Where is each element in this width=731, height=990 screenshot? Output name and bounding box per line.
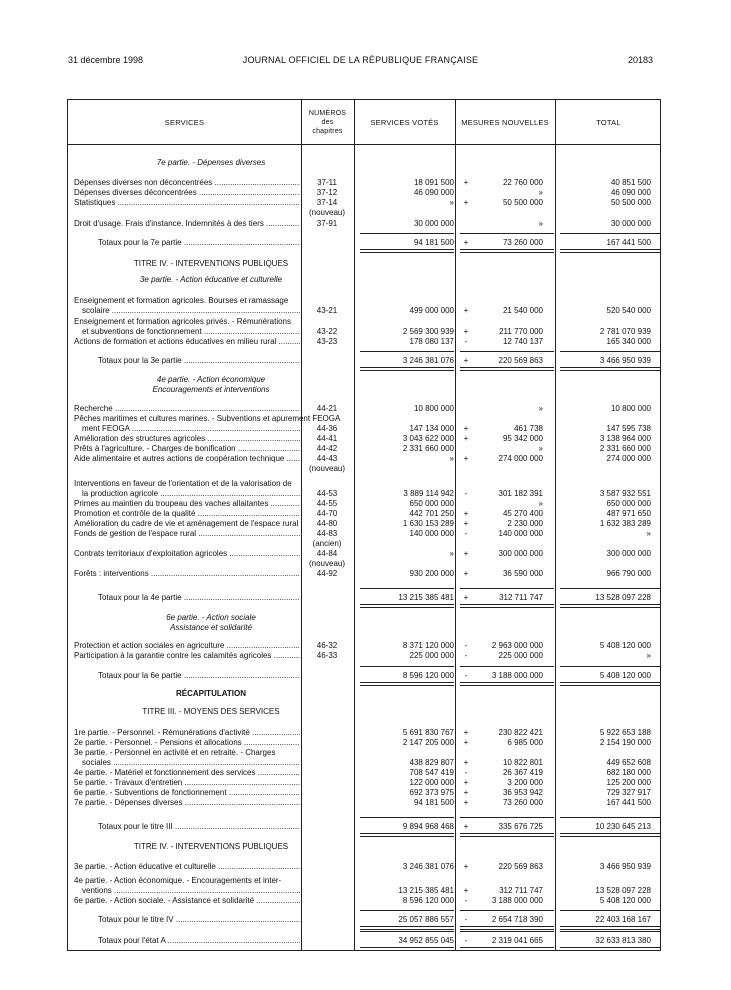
mesures-nouvelles-value: 10 822 801 <box>502 758 543 767</box>
total-value: 13 528 097 228 <box>595 886 651 895</box>
services-votes-value: 122 000 000 <box>409 778 454 787</box>
services-votes-value: 9 894 968 468 <box>402 822 454 831</box>
total-value: 50 500 000 <box>610 198 651 207</box>
section-heading-label: 4e partie. - Action économique <box>156 375 266 384</box>
total-value: 3 138 964 000 <box>599 434 651 443</box>
chapter-number: (nouveau) <box>308 559 346 568</box>
total-rule <box>560 817 660 818</box>
mesures-nouvelles-value: 225 000 000 <box>498 651 543 660</box>
mesures-sign: - <box>464 915 468 924</box>
service-label: ventions ..... <box>82 886 300 896</box>
total-rule <box>560 249 660 253</box>
total-rule <box>360 817 454 818</box>
service-label: 5e partie. - Travaux d'entretien ..... <box>74 778 300 788</box>
chapter-number: 44-83 <box>316 529 338 538</box>
service-label: Prêts à l'agriculture. - Charges de bonification ..... <box>74 444 300 454</box>
mesures-sign: - <box>464 651 468 660</box>
total-label: Totaux pour la 6e partie ..... <box>98 671 300 681</box>
header-rule <box>68 144 660 145</box>
mesures-nouvelles-value: 274 000 000 <box>498 454 543 463</box>
chapter-number: 44-41 <box>316 434 338 443</box>
mesures-sign: - <box>464 936 468 945</box>
services-votes-value: 94 181 500 <box>413 798 454 807</box>
mesures-nouvelles-value: 220 569 863 <box>498 356 543 365</box>
chapter-number: 44-53 <box>316 489 338 498</box>
total-rule <box>360 910 454 911</box>
service-label: Fonds de gestion de l'espace rural ..... <box>74 529 300 539</box>
total-rule <box>560 682 660 686</box>
chapter-number: 44-21 <box>316 404 338 413</box>
mesures-nouvelles-value: 45 270 400 <box>502 509 543 518</box>
mesures-nouvelles-value: 22 760 000 <box>502 178 543 187</box>
service-label: Participation à la garantie contre les calamités agricoles ..... <box>74 651 300 661</box>
total-value: 125 200 000 <box>606 778 651 787</box>
mesures-nouvelles-value: » <box>538 499 543 508</box>
col-header-services-votes: SERVICES VOTÉS <box>370 117 439 127</box>
mesures-sign: + <box>463 238 469 247</box>
journal-title: JOURNAL OFFICIEL DE LA RÉPUBLIQUE FRANÇAISE <box>242 55 479 65</box>
mesures-nouvelles-value: 335 676 725 <box>498 822 543 831</box>
mesures-nouvelles-value: 26 367 419 <box>502 768 543 777</box>
services-votes-value: 10 800 000 <box>413 404 454 413</box>
mesures-nouvelles-value: 2 230 000 <box>507 519 543 528</box>
section-heading-label: 6e partie. - Action sociale <box>166 613 256 622</box>
mesures-nouvelles-value: 2 654 718 390 <box>491 915 543 924</box>
services-votes-value: 46 090 000 <box>413 188 454 197</box>
service-label: Enseignement et formation agricoles privés. - Rémunérations <box>74 317 291 326</box>
total-rule <box>460 910 554 911</box>
mesures-sign: + <box>463 569 469 578</box>
services-votes-value: 3 889 114 942 <box>403 489 454 498</box>
mesures-sign: - <box>464 768 468 777</box>
chapter-number: 44-43 <box>316 454 338 463</box>
services-votes-value: 225 000 000 <box>409 651 454 660</box>
mesures-nouvelles-value: 312 711 747 <box>499 886 543 895</box>
service-label: 3e partie. - Personnel en activité et en retraite. - Charges <box>74 748 276 757</box>
budget-table <box>67 99 661 951</box>
title-heading-label: TITRE III. - MOYENS DES SERVICES <box>142 707 280 716</box>
services-votes-value: 30 000 000 <box>413 219 454 228</box>
service-label: 1re partie. - Personnel. - Rémunérations d'activité ..... <box>74 728 300 738</box>
total-value: 30 000 000 <box>610 219 651 228</box>
mesures-sign: + <box>463 454 469 463</box>
total-value: 46 090 000 <box>610 188 651 197</box>
mesures-sign: + <box>463 356 469 365</box>
total-rule <box>360 666 454 667</box>
col-header-total: TOTAL <box>596 117 621 127</box>
service-label: 6e partie. - Subventions de fonctionnement ..... <box>74 788 300 798</box>
total-rule <box>460 931 554 932</box>
mesures-sign: + <box>463 424 469 433</box>
total-value: 13 528 097 228 <box>595 593 651 602</box>
total-rule <box>360 249 454 253</box>
mesures-sign: + <box>463 593 469 602</box>
services-votes-value: » <box>449 549 454 558</box>
chapter-number: 46-33 <box>316 651 338 660</box>
total-rule <box>460 682 554 686</box>
total-value: 5 408 120 000 <box>599 641 651 650</box>
total-rule <box>460 588 554 589</box>
mesures-nouvelles-value: » <box>538 404 543 413</box>
service-label: Amélioration du cadre de vie et aménagement de l'espace rural ..... <box>74 519 300 529</box>
mesures-sign: - <box>464 337 468 346</box>
total-rule <box>360 604 454 608</box>
total-value: 10 230 645 213 <box>595 822 651 831</box>
services-votes-value: 140 000 000 <box>409 529 454 538</box>
services-votes-value: 8 596 120 000 <box>402 896 454 905</box>
service-label: Actions de formation et actions éducatives en milieu rural ..... <box>74 337 300 347</box>
service-label: la production agricole ..... <box>82 489 300 499</box>
chapter-number: 43-23 <box>316 337 338 346</box>
recapitulation-label: RÉCAPITULATION <box>175 689 247 698</box>
page-header <box>68 55 653 69</box>
chapter-number: 37-11 <box>317 178 337 187</box>
mesures-sign: + <box>463 798 469 807</box>
total-value: » <box>646 651 651 660</box>
chapter-number: 44-84 <box>316 549 338 558</box>
service-label: 4e partie. - Action économique. - Encouragements et inter- <box>74 876 282 885</box>
chapter-number: 44-55 <box>316 499 338 508</box>
section-heading-label: 3e partie. - Action éducative et culturelle <box>139 275 282 284</box>
services-votes-value: 438 829 807 <box>409 758 454 767</box>
mesures-sign: - <box>464 529 468 538</box>
total-label: Totaux pour la 3e partie ..... <box>98 356 300 366</box>
mesures-nouvelles-value: » <box>538 219 543 228</box>
total-rule <box>560 910 660 911</box>
chapter-number: 37-14 <box>316 198 338 207</box>
service-label: Protection et action sociales en agriculture ..... <box>74 641 300 651</box>
service-label: scolaire ..... <box>82 306 300 316</box>
total-rule <box>460 604 554 608</box>
total-value: 5 922 653 188 <box>599 728 651 737</box>
services-votes-value: 2 569 300 939 <box>402 327 454 336</box>
total-value: 1 632 383 289 <box>599 519 651 528</box>
total-rule <box>560 666 660 667</box>
services-votes-value: 708 547 419 <box>409 768 454 777</box>
service-label: Primes au maintien du troupeau des vaches allaitantes ..... <box>74 499 300 509</box>
total-rule <box>560 351 660 352</box>
mesures-sign: + <box>463 178 469 187</box>
total-rule <box>360 947 454 951</box>
service-label: 2e partie. - Personnel. - Pensions et allocations ..... <box>74 738 300 748</box>
total-label: Totaux pour le titre III ..... <box>98 822 300 832</box>
mesures-sign: + <box>463 306 469 315</box>
mesures-nouvelles-value: 12 740 137 <box>502 337 543 346</box>
mesures-sign: + <box>463 738 469 747</box>
mesures-nouvelles-value: 300 000 000 <box>498 549 543 558</box>
services-votes-value: 13 215 385 481 <box>398 886 454 895</box>
total-value: 5 408 120 000 <box>599 896 651 905</box>
total-value: 10 800 000 <box>610 404 651 413</box>
mesures-nouvelles-value: 230 822 421 <box>498 728 543 737</box>
mesures-nouvelles-value: 36 590 000 <box>502 569 543 578</box>
mesures-sign: + <box>463 788 469 797</box>
services-votes-value: 147 134 000 <box>409 424 454 433</box>
services-votes-value: 5 691 830 767 <box>402 728 454 737</box>
mesures-sign: - <box>464 671 468 680</box>
chapter-number: (nouveau) <box>308 208 346 217</box>
total-value: 729 327 917 <box>606 788 651 797</box>
section-heading-label: 7e partie. - Dépenses diverses <box>156 158 266 167</box>
column-divider <box>455 100 456 950</box>
total-value: 682 180 000 <box>606 768 651 777</box>
service-label: Forêts : interventions ..... <box>74 569 300 579</box>
services-votes-value: 3 043 622 000 <box>402 434 454 443</box>
service-label: ment FEOGA ..... <box>82 424 300 434</box>
total-value: 22 403 168 167 <box>595 915 651 924</box>
total-value: 520 540 000 <box>606 306 651 315</box>
service-label: Aide alimentaire et autres actions de coopération technique ..... <box>74 454 300 464</box>
service-label: Pêches maritimes et cultures marines. - Subventions et apurement FEOGA <box>74 414 341 423</box>
mesures-sign: + <box>463 519 469 528</box>
chapter-number: 44-42 <box>316 444 338 453</box>
total-value: 2 154 190 000 <box>599 738 651 747</box>
services-votes-value: 2 147 205 000 <box>402 738 454 747</box>
total-value: 40 851 500 <box>610 178 651 187</box>
total-rule <box>360 926 454 930</box>
total-rule <box>460 351 554 352</box>
mesures-sign: + <box>463 862 469 871</box>
mesures-nouvelles-value: 3 188 000 000 <box>491 671 543 680</box>
total-value: 650 000 000 <box>606 499 651 508</box>
mesures-nouvelles-value: 2 319 041 665 <box>491 936 543 945</box>
mesures-nouvelles-value: 461 738 <box>514 424 543 433</box>
service-label: Droit d'usage. Frais d'instance. Indemnités à des tiers ..... <box>74 219 300 229</box>
services-votes-value: 34 952 855 045 <box>398 936 454 945</box>
total-value: 167 441 500 <box>606 238 651 247</box>
total-value: 165 340 000 <box>606 337 651 346</box>
services-votes-value: 442 701 250 <box>409 509 454 518</box>
service-label: Amélioration des structures agricoles ..... <box>74 434 300 444</box>
chapter-number: 37-91 <box>316 219 338 228</box>
mesures-nouvelles-value: 312 711 747 <box>499 593 543 602</box>
page-date: 31 décembre 1998 <box>68 55 144 65</box>
mesures-sign: + <box>463 886 469 895</box>
mesures-sign: + <box>463 509 469 518</box>
chapter-number: 44-36 <box>316 424 338 433</box>
service-label: Dépenses diverses non déconcentrées ..... <box>74 178 300 188</box>
mesures-sign: + <box>463 434 469 443</box>
total-label: Totaux pour le titre IV ..... <box>98 915 300 925</box>
services-votes-value: 3 246 381 076 <box>402 862 454 871</box>
service-label: Dépenses diverses déconcentrées ..... <box>74 188 300 198</box>
title-heading-label: TITRE IV. - INTERVENTIONS PUBLIQUES <box>133 842 289 851</box>
service-label: Enseignement et formation agricoles. Bourses et ramassage <box>74 296 289 305</box>
total-value: 274 000 000 <box>606 454 651 463</box>
services-votes-value: 650 000 000 <box>409 499 454 508</box>
total-rule <box>460 666 554 667</box>
total-rule <box>460 947 554 951</box>
total-value: 300 000 000 <box>606 549 651 558</box>
mesures-nouvelles-value: 36 953 942 <box>502 788 543 797</box>
col-header-chapitres: NUMÉROS des chapitres <box>308 109 347 135</box>
mesures-sign: + <box>463 778 469 787</box>
chapter-number: 44-70 <box>316 509 338 518</box>
services-votes-value: 1 630 153 289 <box>402 519 454 528</box>
service-label: Recherche ..... <box>74 404 300 414</box>
services-votes-value: » <box>449 198 454 207</box>
total-value: 487 971 650 <box>606 509 651 518</box>
services-votes-value: » <box>449 454 454 463</box>
mesures-sign: + <box>463 822 469 831</box>
mesures-sign: + <box>463 549 469 558</box>
total-rule <box>360 367 454 371</box>
mesures-nouvelles-value: 6 985 000 <box>507 738 543 747</box>
chapter-number: (ancien) <box>312 539 342 548</box>
total-value: » <box>646 529 651 538</box>
col-header-services: SERVICES <box>164 117 205 127</box>
mesures-nouvelles-value: 2 963 000 000 <box>491 641 543 650</box>
total-rule <box>360 351 454 352</box>
chapter-number: 43-22 <box>316 327 338 336</box>
service-label: et subventions de fonctionnement ..... <box>82 327 300 337</box>
total-rule <box>360 588 454 589</box>
services-votes-value: 25 057 886 557 <box>398 915 454 924</box>
col-header-mesures-nouvelles: MESURES NOUVELLES <box>461 117 549 127</box>
total-value: 5 408 120 000 <box>599 671 651 680</box>
services-votes-value: 2 331 660 000 <box>402 444 454 453</box>
chapter-number: 44-92 <box>316 569 338 578</box>
service-label: sociales ..... <box>82 758 300 768</box>
total-label: Totaux pour la 4e partie ..... <box>98 593 300 603</box>
total-value: 449 652 608 <box>606 758 651 767</box>
total-rule <box>360 682 454 686</box>
mesures-sign: - <box>464 896 468 905</box>
mesures-nouvelles-value: 301 182 391 <box>498 489 543 498</box>
mesures-nouvelles-value: 95 342 000 <box>502 434 543 443</box>
total-rule <box>560 931 660 932</box>
mesures-nouvelles-value: » <box>538 188 543 197</box>
service-label: Interventions en faveur de l'orientation et de la valorisation de <box>74 479 292 488</box>
mesures-nouvelles-value: 140 000 000 <box>498 529 543 538</box>
chapter-number: 37-12 <box>316 188 338 197</box>
total-value: 167 441 500 <box>606 798 651 807</box>
total-value: 2 781 070 939 <box>599 327 651 336</box>
total-value: 32 633 813 380 <box>595 936 651 945</box>
service-label: 4e partie. - Matériel et fonctionnement des services ..... <box>74 768 300 778</box>
services-votes-value: 8 596 120 000 <box>402 671 454 680</box>
mesures-nouvelles-value: 21 540 000 <box>502 306 543 315</box>
mesures-sign: - <box>464 641 468 650</box>
mesures-sign: + <box>463 758 469 767</box>
total-rule <box>360 233 454 234</box>
mesures-sign: + <box>463 327 469 336</box>
services-votes-value: 18 091 500 <box>413 178 454 187</box>
total-label: Totaux pour l'état A ..... <box>98 936 300 946</box>
service-label: 6e partie. - Action sociale. - Assistance et solidarité ..... <box>74 896 300 906</box>
mesures-nouvelles-value: 211 770 000 <box>499 327 543 336</box>
services-votes-value: 3 246 381 076 <box>402 356 454 365</box>
total-rule <box>560 947 660 951</box>
mesures-nouvelles-value: » <box>538 444 543 453</box>
chapter-number: 43-21 <box>316 306 338 315</box>
total-rule <box>560 604 660 608</box>
service-label: 7e partie. - Dépenses diverses ..... <box>74 798 300 808</box>
total-rule <box>560 833 660 837</box>
section-heading-label: Encouragements et interventions <box>152 385 270 394</box>
mesures-nouvelles-value: 50 500 000 <box>502 198 543 207</box>
service-label: 3e partie. - Action éducative et culturelle ..... <box>74 862 300 872</box>
service-label: Promotion et contrôle de la qualité ..... <box>74 509 300 519</box>
total-rule <box>460 833 554 837</box>
total-rule <box>560 367 660 371</box>
total-rule <box>360 833 454 837</box>
total-value: 3 587 932 551 <box>599 489 651 498</box>
total-value: 2 331 660 000 <box>599 444 651 453</box>
total-rule <box>360 931 454 932</box>
mesures-sign: + <box>463 198 469 207</box>
total-rule <box>560 588 660 589</box>
total-rule <box>460 233 554 234</box>
chapter-number: 44-80 <box>316 519 338 528</box>
total-label: Totaux pour la 7e partie ..... <box>98 238 300 248</box>
mesures-nouvelles-value: 73 260 000 <box>502 798 543 807</box>
section-heading-label: Assistance et solidarité <box>170 623 252 632</box>
chapter-number: (nouveau) <box>308 464 346 473</box>
services-votes-value: 499 000 000 <box>409 306 454 315</box>
mesures-sign: - <box>464 489 468 498</box>
services-votes-value: 692 373 975 <box>409 788 454 797</box>
services-votes-value: 930 200 000 <box>409 569 454 578</box>
total-rule <box>560 233 660 234</box>
services-votes-value: 178 080 137 <box>409 337 454 346</box>
services-votes-value: 13 215 385 481 <box>398 593 454 602</box>
chapter-number: 46-32 <box>316 641 338 650</box>
title-heading-label: TITRE IV. - INTERVENTIONS PUBLIQUES <box>133 259 289 268</box>
total-rule <box>460 817 554 818</box>
total-value: 3 466 950 939 <box>599 356 651 365</box>
service-label: Contrats territoriaux d'exploitation agricoles ..... <box>74 549 300 559</box>
mesures-sign: + <box>463 728 469 737</box>
service-label: Statistiques ..... <box>74 198 300 208</box>
services-votes-value: 8 371 120 000 <box>402 641 454 650</box>
mesures-nouvelles-value: 220 569 863 <box>498 862 543 871</box>
total-value: 3 466 950 939 <box>599 862 651 871</box>
total-rule <box>560 926 660 930</box>
page-number: 20183 <box>627 55 653 65</box>
mesures-nouvelles-value: 3 188 000 000 <box>491 896 543 905</box>
mesures-nouvelles-value: 3 200 000 <box>507 778 543 787</box>
total-rule <box>460 367 554 371</box>
total-rule <box>460 249 554 253</box>
mesures-nouvelles-value: 73 260 000 <box>502 238 543 247</box>
total-value: 966 790 000 <box>606 569 651 578</box>
services-votes-value: 94 181 500 <box>413 238 454 247</box>
total-value: 147 595 738 <box>606 424 651 433</box>
total-rule <box>460 926 554 930</box>
